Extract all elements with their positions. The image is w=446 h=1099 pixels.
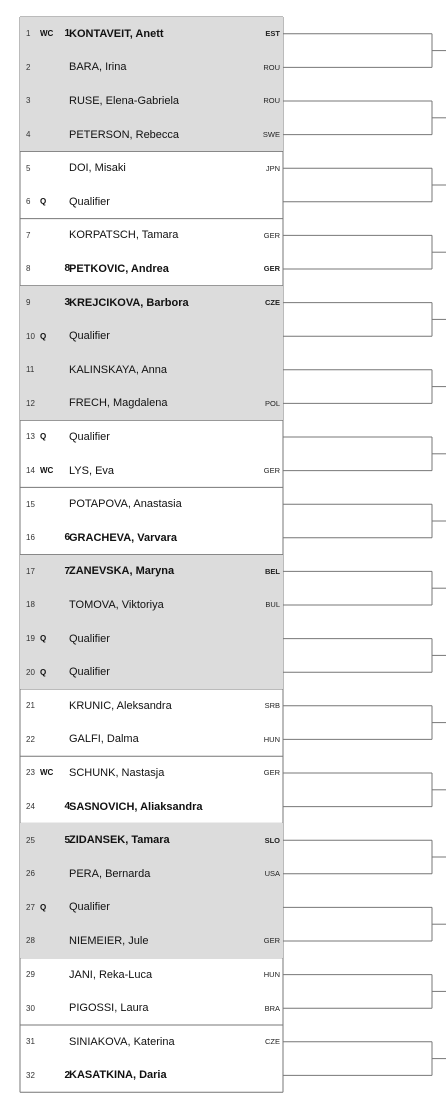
country-code: HUN — [263, 734, 280, 744]
seed-number: 4 — [64, 801, 70, 813]
draw-row — [20, 521, 283, 555]
draw-row — [20, 991, 283, 1025]
draw-row — [20, 151, 283, 185]
country-code: GER — [263, 466, 280, 476]
draw-position: 30 — [26, 1003, 35, 1013]
draw-row — [20, 420, 283, 454]
draw-row — [20, 958, 283, 992]
player-name: NIEMEIER, Jule — [69, 934, 149, 947]
country-code: ROU — [263, 96, 280, 106]
draw-position: 32 — [26, 1070, 35, 1080]
draw-row — [20, 857, 283, 891]
player-name: PIGOSSI, Laura — [69, 1002, 149, 1015]
player-name: SINIAKOVA, Katerina — [69, 1035, 175, 1048]
seed-number: 6 — [64, 532, 70, 544]
draw-position: 31 — [26, 1037, 35, 1047]
country-code: BUL — [265, 600, 280, 610]
player-name: SCHUNK, Nastasja — [69, 766, 165, 779]
draw-position: 14 — [26, 466, 35, 476]
player-name: Qualifier — [69, 330, 110, 343]
draw-position: 23 — [26, 768, 35, 778]
player-name: PERA, Bernarda — [69, 867, 151, 880]
country-code: BEL — [265, 566, 280, 576]
entry-tag: Q — [40, 667, 47, 677]
player-name: Qualifier — [69, 195, 110, 208]
player-name: PETERSON, Rebecca — [69, 128, 180, 141]
draw-position: 2 — [26, 62, 31, 72]
draw-row — [20, 790, 283, 824]
player-name: KONTAVEIT, Anett — [69, 27, 164, 40]
country-code: GER — [263, 264, 280, 274]
draw-position: 4 — [26, 130, 31, 140]
player-name: LYS, Eva — [69, 464, 115, 477]
draw-position: 10 — [26, 331, 35, 341]
draw-position: 22 — [26, 734, 35, 744]
draw-row — [20, 487, 283, 521]
draw-row — [20, 84, 283, 118]
country-code: SLO — [264, 835, 280, 845]
player-name: Qualifier — [69, 430, 110, 443]
player-name: Qualifier — [69, 901, 110, 914]
draw-row — [20, 1025, 283, 1059]
player-name: TOMOVA, Viktoriya — [69, 598, 164, 611]
player-name: KALINSKAYA, Anna — [69, 363, 168, 376]
player-name: DOI, Misaki — [69, 162, 126, 175]
draw-row — [20, 588, 283, 622]
country-code: SRB — [264, 701, 280, 711]
draw-row — [20, 353, 283, 387]
draw-position: 13 — [26, 432, 35, 442]
entry-tag: WC — [40, 768, 54, 778]
draw-row — [20, 655, 283, 689]
draw-row — [20, 454, 283, 488]
draw-position: 20 — [26, 667, 35, 677]
country-code: GER — [263, 936, 280, 946]
player-name: KASATKINA, Daria — [69, 1069, 167, 1082]
player-name: PETKOVIC, Andrea — [69, 262, 169, 275]
draw-position: 17 — [26, 566, 35, 576]
player-name: JANI, Reka-Luca — [69, 968, 153, 981]
draw-position: 24 — [26, 802, 35, 812]
draw-position: 18 — [26, 600, 35, 610]
player-name: Qualifier — [69, 632, 110, 645]
country-code: JPN — [265, 163, 280, 173]
draw-position: 11 — [26, 365, 35, 375]
draw-row — [20, 387, 283, 421]
player-name: KREJCIKOVA, Barbora — [69, 296, 189, 309]
country-code: GER — [263, 768, 280, 778]
draw-position: 26 — [26, 869, 35, 879]
draw-row — [20, 823, 283, 857]
country-code: BRA — [264, 1003, 280, 1013]
entry-tag: WC — [40, 29, 54, 39]
seed-number: 8 — [64, 263, 70, 275]
player-name: ZANEVSKA, Maryna — [69, 565, 175, 578]
draw-position: 28 — [26, 936, 35, 946]
draw-row — [20, 17, 283, 51]
draw-row — [20, 689, 283, 723]
country-code: CZE — [265, 298, 280, 308]
entry-tag: Q — [40, 634, 47, 644]
draw-position: 9 — [26, 298, 31, 308]
draw-position: 1 — [26, 29, 31, 39]
player-name: GRACHEVA, Varvara — [69, 531, 178, 544]
draw-row — [20, 319, 283, 353]
draw-row — [20, 622, 283, 656]
draw-row — [20, 723, 283, 757]
draw-position: 16 — [26, 533, 35, 543]
draw-row — [20, 252, 283, 286]
country-code: POL — [264, 398, 280, 408]
player-name: SASNOVICH, Aliaksandra — [69, 800, 203, 813]
country-code: GER — [263, 230, 280, 240]
player-name: POTAPOVA, Anastasia — [69, 498, 182, 511]
player-name: FRECH, Magdalena — [69, 397, 168, 410]
draw-position: 3 — [26, 96, 31, 106]
draw-position: 27 — [26, 902, 35, 912]
draw-position: 12 — [26, 398, 35, 408]
player-name: KORPATSCH, Tamara — [69, 229, 179, 242]
seed-number: 3 — [64, 297, 70, 309]
draw-row — [20, 286, 283, 320]
country-code: SWE — [262, 130, 280, 140]
player-name: ZIDANSEK, Tamara — [69, 834, 170, 847]
entry-tag: Q — [40, 197, 47, 207]
player-name: RUSE, Elena-Gabriela — [69, 94, 180, 107]
draw-row — [20, 118, 283, 152]
player-name: BARA, Irina — [69, 61, 127, 74]
country-code: CZE — [265, 1037, 280, 1047]
player-name: GALFI, Dalma — [69, 733, 139, 746]
draw-position: 7 — [26, 230, 31, 240]
country-code: HUN — [263, 970, 280, 980]
seed-number: 5 — [64, 834, 70, 846]
draw-row — [20, 219, 283, 253]
entry-tag: Q — [40, 902, 47, 912]
country-code: USA — [264, 869, 280, 879]
entry-tag: WC — [40, 466, 54, 476]
draw-position: 8 — [26, 264, 31, 274]
seed-number: 1 — [64, 28, 70, 40]
draw-position: 21 — [26, 701, 35, 711]
country-code: EST — [265, 29, 280, 39]
entry-tag: Q — [40, 432, 47, 442]
draw-row — [20, 756, 283, 790]
draw-position: 5 — [26, 163, 31, 173]
seed-number: 2 — [64, 1069, 70, 1081]
entry-tag: Q — [40, 331, 47, 341]
player-name: Qualifier — [69, 666, 110, 679]
draw-position: 6 — [26, 197, 31, 207]
draw-position: 25 — [26, 835, 35, 845]
draw-row — [20, 555, 283, 589]
draw-row — [20, 1059, 283, 1093]
draw-row — [20, 924, 283, 958]
player-name: KRUNIC, Aleksandra — [69, 699, 172, 712]
draw-row — [20, 891, 283, 925]
draw-row — [20, 51, 283, 85]
seed-number: 7 — [64, 565, 70, 577]
country-code: ROU — [263, 62, 280, 72]
draw-position: 19 — [26, 634, 35, 644]
draw-position: 15 — [26, 499, 35, 509]
draw-row — [20, 185, 283, 219]
draw-position: 29 — [26, 970, 35, 980]
